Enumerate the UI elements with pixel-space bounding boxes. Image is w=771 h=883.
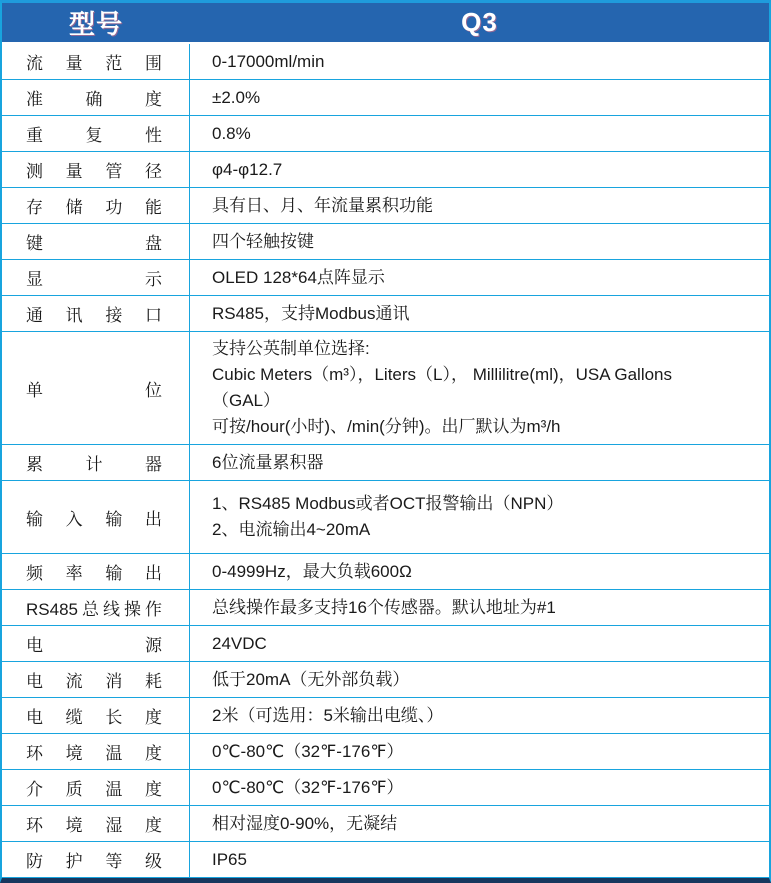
spec-row xyxy=(2,332,769,445)
spec-value-line: IP65 xyxy=(212,849,247,869)
spec-value-cell xyxy=(190,152,769,187)
spec-value-line: 6位流量累积器 xyxy=(212,452,324,472)
spec-label: 电流消耗 xyxy=(26,672,162,691)
spec-label: 介质温度 xyxy=(26,780,162,799)
spec-value-line: RS485，支持Modbus通讯 xyxy=(212,303,410,323)
spec-label: 显示 xyxy=(26,270,162,289)
spec-label: 频率输出 xyxy=(26,564,162,583)
spec-label: 电源 xyxy=(26,636,162,655)
spec-value-cell xyxy=(190,734,769,769)
spec-label: 通讯接口 xyxy=(26,306,162,325)
spec-row xyxy=(2,770,769,806)
spec-value-line: 0℃-80℃（32℉-176℉） xyxy=(212,777,404,797)
spec-label: 防护等级 xyxy=(26,852,162,871)
spec-row xyxy=(2,296,769,332)
spec-label-cell xyxy=(2,590,190,625)
spec-row xyxy=(2,44,769,80)
spec-value-line: Cubic Meters（m³），Liters（L）， Millilitre(ml)，USA Gallons xyxy=(212,365,673,384)
spec-label-cell xyxy=(2,662,190,697)
spec-value-line: 低于20mA（无外部负载） xyxy=(212,669,410,689)
spec-value-line: 2、电流输出4~20mA xyxy=(212,520,371,539)
spec-label: RS485总线操作 xyxy=(26,600,162,619)
spec-row xyxy=(2,590,769,626)
model-header-label: 型号 xyxy=(68,9,123,39)
spec-value-line: 0-4999Hz，最大负载600Ω xyxy=(212,561,412,581)
spec-row xyxy=(2,152,769,188)
spec-label-cell xyxy=(2,806,190,841)
spec-value-line: 相对湿度0-90%，无凝结 xyxy=(212,813,398,833)
spec-value-cell xyxy=(190,224,769,259)
spec-value-line: 可按/hour(小时)、/min(分钟)。出厂默认为m³/h xyxy=(212,417,561,436)
spec-label: 单位 xyxy=(26,380,162,400)
spec-label: 重复性 xyxy=(26,126,162,145)
spec-value-cell xyxy=(190,80,769,115)
spec-label: 存储功能 xyxy=(26,198,162,217)
spec-value-line: 0℃-80℃（32℉-176℉） xyxy=(212,741,404,761)
spec-value-line: （GAL） xyxy=(212,391,281,410)
spec-value-cell xyxy=(190,590,769,625)
spec-label: 输入输出 xyxy=(26,509,162,529)
spec-value-cell xyxy=(190,770,769,805)
spec-label: 环境湿度 xyxy=(26,816,162,835)
spec-value-line: 24VDC xyxy=(212,633,267,653)
spec-row xyxy=(2,806,769,842)
spec-value-line: OLED 128*64点阵显示 xyxy=(212,267,385,287)
spec-value-line: 2米（可选用：5米输出电缆、） xyxy=(212,705,444,725)
table-header xyxy=(2,3,769,42)
spec-value-line: 支持公英制单位选择: xyxy=(212,339,370,358)
spec-row xyxy=(2,188,769,224)
spec-row xyxy=(2,698,769,734)
spec-label-cell xyxy=(2,842,190,877)
spec-label: 流量范围 xyxy=(26,54,162,73)
spec-value-cell xyxy=(190,445,769,480)
spec-value-cell xyxy=(190,116,769,151)
spec-value-cell xyxy=(190,188,769,223)
spec-row xyxy=(2,662,769,698)
spec-label-cell xyxy=(2,770,190,805)
spec-row xyxy=(2,481,769,554)
spec-label-cell xyxy=(2,698,190,733)
spec-label-cell xyxy=(2,332,190,444)
spec-label-cell xyxy=(2,224,190,259)
spec-value-cell xyxy=(190,332,769,444)
model-header-value: Q3 xyxy=(461,7,498,37)
spec-label-cell xyxy=(2,481,190,553)
spec-label-cell xyxy=(2,445,190,480)
spec-label: 测量管径 xyxy=(26,162,162,181)
spec-label-cell xyxy=(2,116,190,151)
spec-value-line: ±2.0% xyxy=(212,87,261,107)
spec-value-cell xyxy=(190,842,769,877)
spec-row xyxy=(2,842,769,878)
spec-row xyxy=(2,626,769,662)
spec-row xyxy=(2,554,769,590)
spec-value-line: 总线操作最多支持16个传感器。默认地址为#1 xyxy=(212,597,556,617)
spec-value-cell xyxy=(190,698,769,733)
spec-value-cell xyxy=(190,44,769,79)
spec-rows xyxy=(2,44,769,878)
spec-label-cell xyxy=(2,44,190,79)
spec-label: 电缆长度 xyxy=(26,708,162,727)
spec-label: 累计器 xyxy=(26,455,162,474)
spec-value-line: 0.8% xyxy=(212,123,251,143)
spec-row xyxy=(2,260,769,296)
spec-label: 准确度 xyxy=(26,90,162,109)
spec-label-cell xyxy=(2,734,190,769)
spec-label-cell xyxy=(2,80,190,115)
spec-label: 键盘 xyxy=(26,234,162,253)
spec-label-cell xyxy=(2,188,190,223)
spec-row xyxy=(2,445,769,481)
spec-row xyxy=(2,224,769,260)
spec-value-cell xyxy=(190,296,769,331)
spec-value-cell xyxy=(190,481,769,553)
spec-label-cell xyxy=(2,296,190,331)
spec-label-cell xyxy=(2,260,190,295)
spec-label-cell xyxy=(2,626,190,661)
spec-value-line: 四个轻触按键 xyxy=(212,231,314,251)
spec-label-cell xyxy=(2,152,190,187)
spec-value-cell xyxy=(190,554,769,589)
spec-value-cell xyxy=(190,806,769,841)
spec-row xyxy=(2,116,769,152)
spec-value-cell xyxy=(190,626,769,661)
spec-label-cell xyxy=(2,554,190,589)
spec-value-line: φ4-φ12.7 xyxy=(212,159,283,179)
spec-value-cell xyxy=(190,662,769,697)
spec-value-cell xyxy=(190,260,769,295)
spec-value-line: 1、RS485 Modbus或者OCT报警输出（NPN） xyxy=(212,494,564,513)
spec-row xyxy=(2,80,769,116)
spec-label: 环境温度 xyxy=(26,744,162,763)
spec-row xyxy=(2,734,769,770)
spec-value-line: 0-17000ml/min xyxy=(212,51,325,71)
spec-value-line: 具有日、月、年流量累积功能 xyxy=(212,195,433,215)
